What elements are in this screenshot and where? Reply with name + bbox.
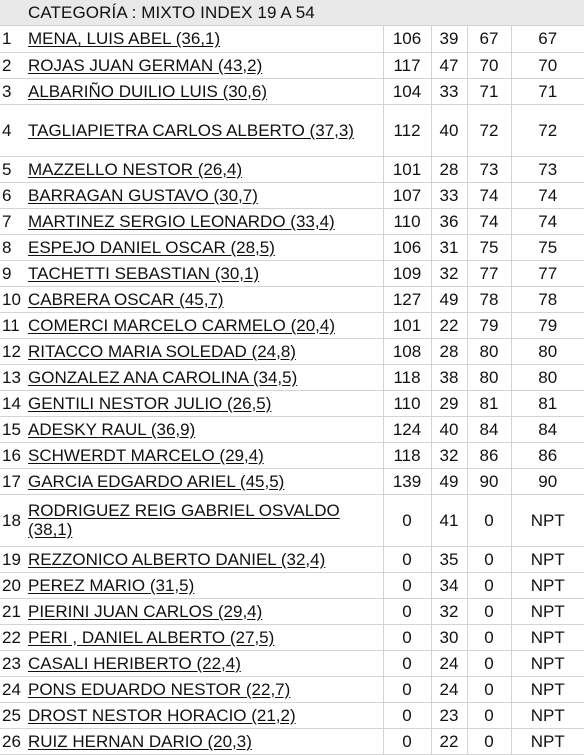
score-cell-3: 70 [467,52,511,78]
score-cell-3: 67 [467,26,511,52]
score-cell-4: 79 [511,312,584,338]
player-name-link[interactable]: ESPEJO DANIEL OSCAR (28,5) [28,237,275,257]
position-cell: 14 [0,390,28,416]
player-name-cell [28,182,383,208]
score-cell-1: 0 [383,650,431,676]
score-cell-3: 0 [467,650,511,676]
position-cell: 23 [0,650,28,676]
score-cell-4: 67 [511,26,584,52]
position-cell: 8 [0,234,28,260]
player-name-cell [28,260,383,286]
player-name-link[interactable]: ROJAS JUAN GERMAN (43,2) [28,55,263,75]
position-cell: 21 [0,598,28,624]
score-cell-1: 110 [383,390,431,416]
player-name-cell [28,156,383,182]
player-name-cell [28,572,383,598]
score-cell-2: 36 [431,208,467,234]
score-cell-4: NPT [511,702,584,728]
score-cell-1: 110 [383,208,431,234]
score-cell-3: 0 [467,624,511,650]
player-name-cell [28,702,383,728]
table-row [0,624,584,650]
score-cell-4: NPT [511,494,584,546]
score-cell-2: 32 [431,598,467,624]
position-cell: 3 [0,78,28,104]
score-cell-2: 28 [431,338,467,364]
table-row [0,78,584,104]
category-header [0,0,584,26]
player-name-cell [28,390,383,416]
player-name-cell [28,494,383,546]
player-name-cell [28,442,383,468]
player-name-link[interactable]: PERI , DANIEL ALBERTO (27,5) [28,627,275,647]
score-cell-1: 0 [383,676,431,702]
score-cell-2: 41 [431,494,467,546]
score-cell-1: 0 [383,702,431,728]
score-cell-4: 90 [511,468,584,494]
player-name-link[interactable]: CABRERA OSCAR (45,7) [28,289,224,309]
score-cell-3: 0 [467,572,511,598]
score-cell-1: 117 [383,52,431,78]
player-name-cell [28,624,383,650]
table-row [0,572,584,598]
player-name-link[interactable]: DROST NESTOR HORACIO (21,2) [28,705,296,725]
score-cell-3: 79 [467,312,511,338]
score-cell-2: 32 [431,442,467,468]
score-cell-1: 118 [383,442,431,468]
score-cell-2: 49 [431,468,467,494]
table-row [0,156,584,182]
position-cell: 25 [0,702,28,728]
player-name-link[interactable]: RITACCO MARIA SOLEDAD (24,8) [28,341,296,361]
player-name-link[interactable]: MENA, LUIS ABEL (36,1) [28,29,221,49]
player-name-cell [28,312,383,338]
score-cell-2: 29 [431,390,467,416]
score-cell-3: 0 [467,494,511,546]
player-name-link[interactable]: SCHWERDT MARCELO (29,4) [28,445,264,465]
score-cell-2: 31 [431,234,467,260]
player-name-link[interactable]: PONS EDUARDO NESTOR (22,7) [28,679,291,699]
player-name-link[interactable]: RUIZ HERNAN DARIO (20,3) [28,731,252,751]
player-name-link[interactable]: ALBARIÑO DUILIO LUIS (30,6) [28,81,268,101]
score-cell-2: 33 [431,182,467,208]
position-cell: 18 [0,494,28,546]
table-row [0,182,584,208]
score-cell-3: 78 [467,286,511,312]
score-cell-4: 86 [511,442,584,468]
player-name-link[interactable]: COMERCI MARCELO CARMELO (20,4) [28,315,335,335]
score-cell-4: 74 [511,208,584,234]
position-cell: 5 [0,156,28,182]
player-name-cell [28,208,383,234]
score-cell-3: 90 [467,468,511,494]
score-cell-1: 124 [383,416,431,442]
position-cell: 26 [0,728,28,754]
score-cell-3: 80 [467,338,511,364]
score-cell-4: NPT [511,572,584,598]
score-cell-1: 101 [383,312,431,338]
player-name-cell [28,598,383,624]
score-cell-1: 106 [383,26,431,52]
table-row [0,468,584,494]
position-cell: 7 [0,208,28,234]
player-name-cell [28,416,383,442]
score-cell-4: 71 [511,78,584,104]
score-cell-1: 0 [383,494,431,546]
table-row [0,208,584,234]
player-name-link[interactable]: MAZZELLO NESTOR (26,4) [28,159,243,179]
score-cell-1: 0 [383,728,431,754]
table-row [0,104,584,156]
score-cell-3: 75 [467,234,511,260]
score-cell-4: NPT [511,624,584,650]
player-name-link[interactable]: RODRIGUEZ REIG GABRIEL OSVALDO (38,1) [28,501,340,539]
score-cell-4: NPT [511,546,584,572]
player-name-cell [28,338,383,364]
score-cell-3: 0 [467,676,511,702]
position-cell: 2 [0,52,28,78]
table-row [0,390,584,416]
player-name-cell [28,728,383,754]
score-cell-4: 80 [511,364,584,390]
player-name-link[interactable]: REZZONICO ALBERTO DANIEL (32,4) [28,549,326,569]
table-row [0,650,584,676]
score-cell-4: 84 [511,416,584,442]
score-cell-3: 72 [467,104,511,156]
player-name-cell [28,468,383,494]
score-cell-3: 0 [467,728,511,754]
score-cell-4: 72 [511,104,584,156]
table-row [0,312,584,338]
position-cell: 22 [0,624,28,650]
table-row [0,234,584,260]
position-cell: 10 [0,286,28,312]
score-cell-2: 34 [431,572,467,598]
position-cell: 15 [0,416,28,442]
player-name-link[interactable]: GONZALEZ ANA CAROLINA (34,5) [28,367,298,387]
player-name-link[interactable]: BARRAGAN GUSTAVO (30,7) [28,185,258,205]
player-name-link[interactable]: GARCIA EDGARDO ARIEL (45,5) [28,471,285,491]
table-row [0,728,584,754]
score-cell-4: 73 [511,156,584,182]
score-cell-1: 118 [383,364,431,390]
position-cell: 17 [0,468,28,494]
score-cell-2: 49 [431,286,467,312]
player-name-cell [28,286,383,312]
score-cell-1: 101 [383,156,431,182]
score-cell-4: 77 [511,260,584,286]
table-row [0,52,584,78]
player-name-cell [28,26,383,52]
score-cell-2: 24 [431,650,467,676]
table-row [0,260,584,286]
table-row [0,338,584,364]
score-cell-1: 0 [383,546,431,572]
score-cell-3: 74 [467,182,511,208]
player-name-cell [28,676,383,702]
score-cell-4: 78 [511,286,584,312]
position-cell: 12 [0,338,28,364]
score-cell-2: 22 [431,312,467,338]
player-name-cell [28,364,383,390]
score-cell-4: 74 [511,182,584,208]
player-name-link[interactable]: TAGLIAPIETRA CARLOS ALBERTO (37,3) [28,120,354,140]
position-cell: 1 [0,26,28,52]
results-body [0,26,584,754]
player-name-cell [28,546,383,572]
player-name-link[interactable]: MARTINEZ SERGIO LEONARDO (33,4) [28,211,335,231]
position-cell: 11 [0,312,28,338]
score-cell-2: 38 [431,364,467,390]
score-cell-2: 40 [431,416,467,442]
player-name-link[interactable]: PIERINI JUAN CARLOS (29,4) [28,601,263,621]
score-cell-1: 109 [383,260,431,286]
score-cell-3: 74 [467,208,511,234]
table-row [0,416,584,442]
player-name-link[interactable]: TACHETTI SEBASTIAN (30,1) [28,263,260,283]
score-cell-2: 23 [431,702,467,728]
player-name-cell [28,78,383,104]
table-row [0,26,584,52]
player-name-cell [28,234,383,260]
score-cell-3: 71 [467,78,511,104]
category-title: CATEGORÍA : MIXTO INDEX 19 A 54 [28,2,315,22]
table-row [0,364,584,390]
table-row [0,286,584,312]
score-cell-4: NPT [511,598,584,624]
table-row [0,442,584,468]
score-cell-4: NPT [511,728,584,754]
score-cell-1: 139 [383,468,431,494]
position-cell: 16 [0,442,28,468]
player-name-link[interactable]: GENTILI NESTOR JULIO (26,5) [28,393,272,413]
score-cell-2: 33 [431,78,467,104]
position-cell: 24 [0,676,28,702]
position-cell: 19 [0,546,28,572]
score-cell-3: 81 [467,390,511,416]
score-cell-2: 28 [431,156,467,182]
table-row [0,546,584,572]
score-cell-3: 0 [467,546,511,572]
score-cell-3: 73 [467,156,511,182]
score-cell-2: 35 [431,546,467,572]
score-cell-2: 40 [431,104,467,156]
score-cell-3: 84 [467,416,511,442]
position-cell: 13 [0,364,28,390]
table-row [0,676,584,702]
score-cell-1: 107 [383,182,431,208]
position-cell: 4 [0,104,28,156]
score-cell-4: 70 [511,52,584,78]
position-cell: 20 [0,572,28,598]
score-cell-1: 108 [383,338,431,364]
player-name-link[interactable]: PEREZ MARIO (31,5) [28,575,195,595]
score-cell-1: 112 [383,104,431,156]
player-name-cell [28,650,383,676]
score-cell-4: NPT [511,650,584,676]
table-row [0,702,584,728]
score-cell-2: 32 [431,260,467,286]
score-cell-3: 80 [467,364,511,390]
score-cell-2: 47 [431,52,467,78]
score-cell-4: 75 [511,234,584,260]
player-name-link[interactable]: ADESKY RAUL (36,9) [28,419,196,439]
score-cell-2: 39 [431,26,467,52]
score-cell-3: 86 [467,442,511,468]
score-cell-1: 0 [383,598,431,624]
score-cell-2: 22 [431,728,467,754]
score-cell-1: 127 [383,286,431,312]
table-row [0,598,584,624]
score-cell-3: 0 [467,702,511,728]
results-table [0,26,584,755]
score-cell-2: 30 [431,624,467,650]
player-name-cell [28,52,383,78]
player-name-link[interactable]: CASALI HERIBERTO (22,4) [28,653,241,673]
score-cell-1: 0 [383,572,431,598]
position-cell: 6 [0,182,28,208]
score-cell-4: 80 [511,338,584,364]
score-cell-3: 0 [467,598,511,624]
table-row [0,494,584,546]
score-cell-4: 81 [511,390,584,416]
score-cell-2: 24 [431,676,467,702]
score-cell-4: NPT [511,676,584,702]
score-cell-1: 106 [383,234,431,260]
score-cell-1: 104 [383,78,431,104]
score-cell-3: 77 [467,260,511,286]
position-cell: 9 [0,260,28,286]
score-cell-1: 0 [383,624,431,650]
player-name-cell [28,104,383,156]
